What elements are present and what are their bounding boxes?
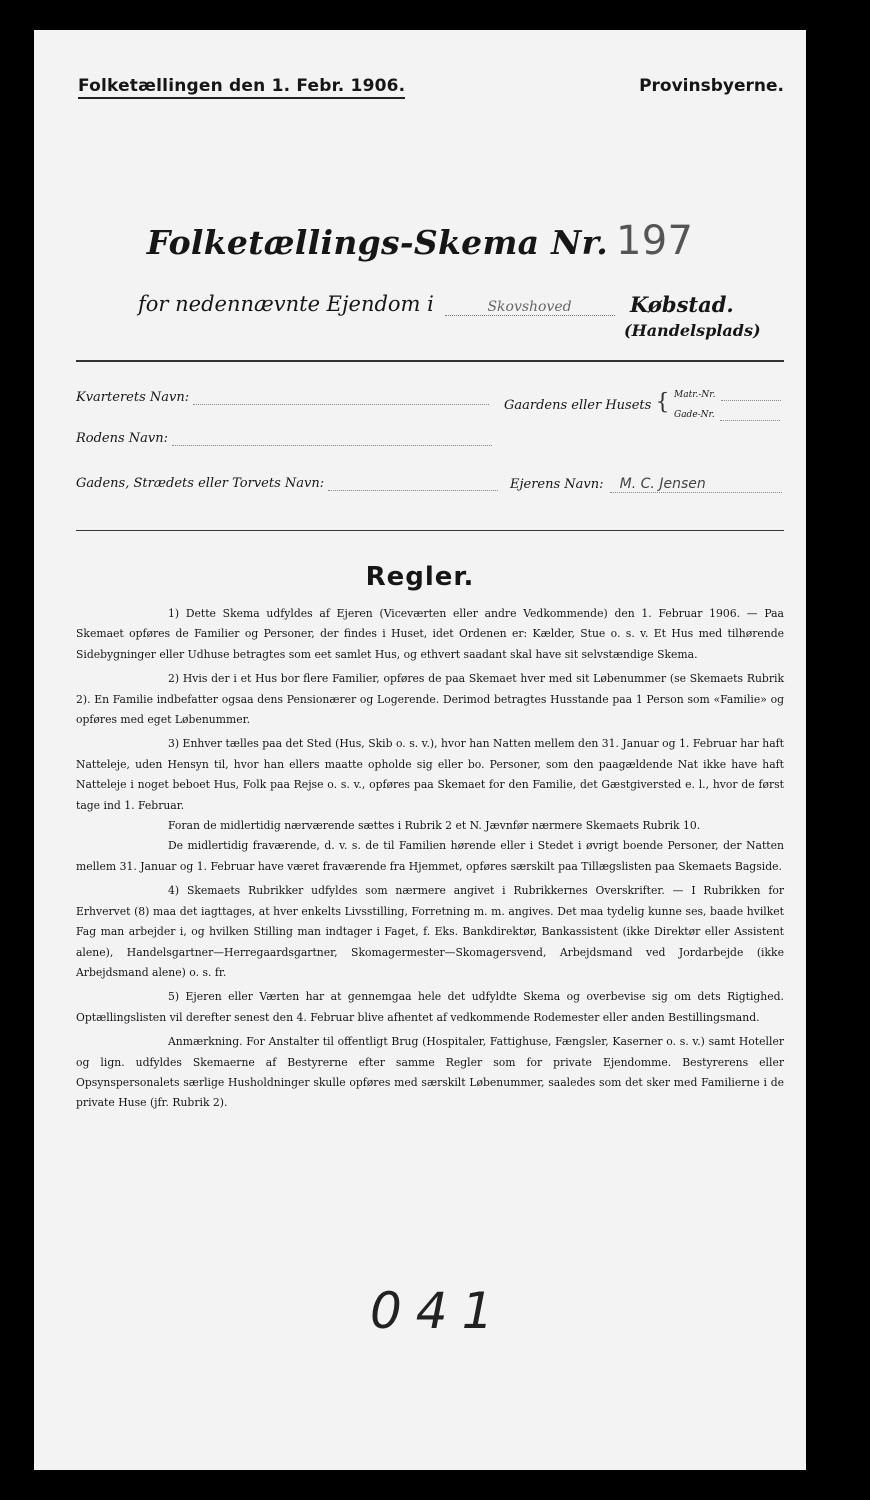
header-census-date: Folketællingen den 1. Febr. 1906. — [78, 76, 405, 99]
rule-note: Anmærkning. For Anstalter til offentligt Brug (Hospitaler, Fattighuse, Fængsler, Kaserner o. s. v.) samt Hoteller og lign. udfyldes Skemaerne af Bestyrerne efter samme Regler som for private Ejendomme. Bestyrerens eller Opsynspersonalets særlige Husholdninger skulle opføres med særskilt Løbenummer, saaledes som det sker med Familierne i de private Huse (jfr. Rubrik 2). — [76, 1035, 784, 1110]
rode-label: Rodens Navn: — [76, 431, 169, 446]
field-gade — [76, 476, 498, 491]
property-prefix: for nedennævnte Ejendom i — [138, 292, 434, 316]
brace-glyph: { — [655, 390, 670, 415]
rule-5: 5) Ejeren eller Værten har at gennemgaa hele det udfyldte Skema og overbevise sig om dets Rigtighed. Optællingslisten vil derefter senest den 4. Februar blive afhentet af vedkommende Rodemester eller anden Bestillingsmand. — [76, 990, 784, 1024]
kvarter-label: Kvarterets Navn: — [76, 390, 190, 405]
rules-title: Regler. — [365, 562, 475, 592]
rode-blank — [172, 435, 492, 446]
form-title-text: Folketællings-Skema Nr. — [146, 223, 609, 262]
rule-4: 4) Skemaets Rubrikker udfyldes som nærmere angivet i Rubrikkernes Overskrifter. — I Rubrikken for Erhvervet (8) maa det iagttages, at hver enkelts Livsstilling, Forretning m. m. angives. Det maa tydelig kunne ses, baade hvilket Fag man arbejder i, og hvilken Stilling man indtager i Faget, f. Eks. Bankdirektør, Bankassistent (ikke Direktør eller Assistent alene), Handelsgartner—Herregaardsgartner, Skomagermester—Skomagersvend, Arbejdsmand ved Jordarbejde (ikke Arbejdsmand alene) o. s. fr. — [76, 884, 784, 979]
rules-body — [76, 604, 784, 1118]
gade-label: Gadens, Strædets eller Torvets Navn: — [76, 476, 325, 491]
form-number-handwritten: 197 — [616, 218, 694, 264]
gade-nr-blank — [720, 412, 780, 421]
field-gade-nr — [674, 402, 780, 421]
field-ejer — [510, 476, 706, 492]
field-rode — [76, 431, 492, 446]
kvarter-blank — [193, 394, 489, 405]
ejer-underline — [610, 492, 782, 493]
rule-3: 3) Enhver tælles paa det Sted (Hus, Skib o. s. v.), hvor han Natten mellem den 31. Januar og 1. Februar har haft Natteleje, uden Hensyn til, hvor han ellers maatte opholde sig eller bo. Personer, som den paagældende Nat ikke have haft Natteleje i noget beboet Hus, Folk paa Rejse o. s. v., opføres paa Skemaet for den Familie, det Gæstgiversted e. l., hvor de først tage ind 1. Februar. — [76, 737, 784, 812]
rule-2: 2) Hvis der i et Hus bor flere Familier, opføres de paa Skemaet hver med sit Løbenummer (se Skemaets Rubrik 2). En Familie indbefatter ogsaa dens Pensionærer og Logerende. Derimod betragtes Husstande paa 1 Person som «Familie» og opføres med eget Løbenummer. — [76, 672, 784, 727]
town-handwritten: Skovshoved — [445, 299, 615, 316]
field-matr — [674, 382, 781, 401]
ejer-value-handwritten: M. C. Jensen — [619, 476, 706, 492]
ejer-label: Ejerens Navn: — [510, 477, 604, 492]
handwritten-stamp-number: 041 — [370, 1282, 508, 1340]
divider-top — [76, 360, 784, 362]
header-region: Provinsbyerne. — [639, 76, 784, 96]
field-gaard — [504, 390, 669, 415]
rule-3c: De midlertidig fraværende, d. v. s. de til Familien hørende eller i Stedet i øvrigt boende Personer, der Natten mellem 31. Januar og 1. Februar have været fraværende fra Hjemmet, opføres særskilt paa Tillægslisten paa Skemaets Bagside. — [76, 839, 784, 873]
divider-fields — [76, 530, 784, 531]
field-kvarter — [76, 390, 489, 405]
gade-blank — [328, 480, 498, 491]
town-type-note: (Handelsplads) — [624, 321, 761, 340]
rule-1: 1) Dette Skema udfyldes af Ejeren (Viceværten eller andre Vedkommende) den 1. Februar 1906. — Paa Skemaet opføres de Familier og Personer, der findes i Huset, idet Ordenen er: Kælder, Stue o. s. v. Et Hus med tilhørende Sidebygninger eller Udhuse betragtes som eet samlet Hus, og ethvert saadant skal have sit selvstændige Skema. — [76, 607, 784, 661]
rule-3b: Foran de midlertidig nærværende sættes i Rubrik 2 et N. Jævnfør nærmere Skemaets Rubrik 10. — [168, 819, 701, 833]
gade-nr-label: Gade-Nr. — [674, 410, 715, 420]
property-line — [138, 292, 619, 316]
census-form — [34, 30, 806, 1470]
form-title — [34, 218, 806, 264]
gaard-label: Gaardens eller Husets — [504, 398, 652, 413]
matr-blank — [721, 392, 781, 401]
town-type: Købstad. — [630, 292, 734, 317]
matr-label: Matr.-Nr. — [674, 390, 716, 400]
